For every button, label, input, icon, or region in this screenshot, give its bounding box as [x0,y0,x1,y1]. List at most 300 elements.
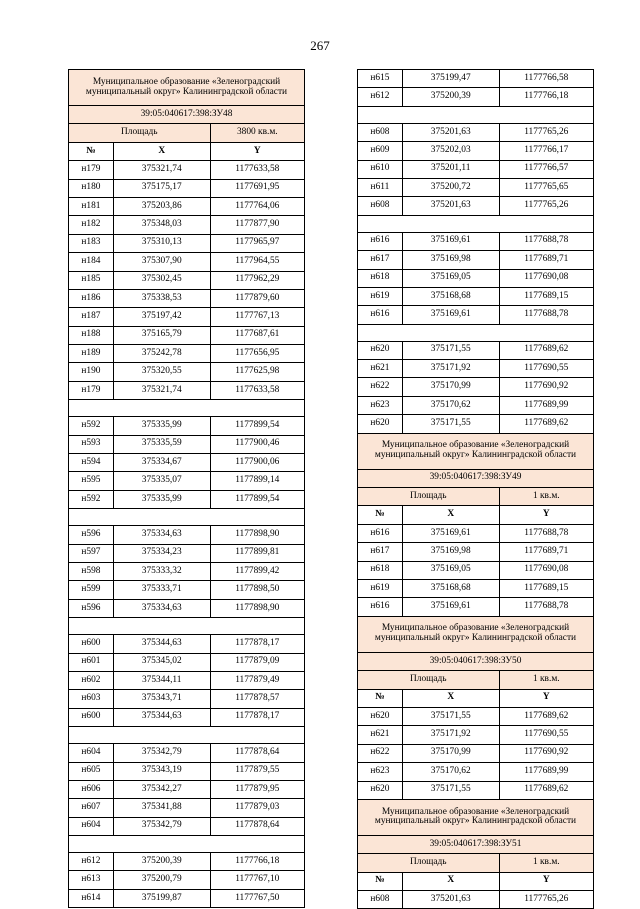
y-coordinate: 1177899,14 [210,472,304,490]
table-row [69,106,305,124]
table-row [358,763,594,781]
point-number: н179 [69,161,114,179]
table-row [358,781,594,799]
point-number: н184 [69,253,114,271]
x-coordinate: 375333,32 [113,562,210,580]
column-header-y: Y [210,142,304,160]
y-coordinate: 1177878,17 [210,708,304,726]
point-number: н596 [69,526,114,544]
x-coordinate: 375343,71 [113,690,210,708]
point-number: н615 [358,70,403,88]
x-coordinate: 375344,63 [113,635,210,653]
point-number: н592 [69,490,114,508]
y-coordinate: 1177767,13 [210,308,304,326]
table-row [69,326,305,344]
table-row [69,363,305,381]
x-coordinate: 375334,63 [113,599,210,617]
table-row [358,598,594,616]
point-number: н623 [358,763,403,781]
x-coordinate: 375200,39 [402,88,499,106]
point-number: н621 [358,360,403,378]
table-row [358,872,594,890]
table-row [358,561,594,579]
x-coordinate: 375170,62 [402,396,499,414]
x-coordinate: 375310,13 [113,234,210,252]
area-label: Площадь [358,488,500,506]
point-number: н606 [69,780,114,798]
point-number: н620 [358,341,403,359]
x-coordinate: 375335,59 [113,435,210,453]
table-row [358,232,594,250]
table-row [358,269,594,287]
column-header-num: № [358,506,403,524]
x-coordinate: 375242,78 [113,345,210,363]
point-number: н601 [69,653,114,671]
table-row [358,88,594,106]
table-row [358,543,594,561]
y-coordinate: 1177690,08 [499,269,593,287]
y-coordinate: 1177688,78 [499,598,593,616]
point-number: н600 [69,635,114,653]
x-coordinate: 375344,63 [113,708,210,726]
y-coordinate: 1177625,98 [210,363,304,381]
table-row [358,707,594,725]
table-row [358,726,594,744]
separator-row [69,618,305,635]
point-number: н595 [69,472,114,490]
y-coordinate: 1177899,54 [210,417,304,435]
y-coordinate: 1177899,42 [210,562,304,580]
table-row [358,506,594,524]
table-row [358,469,594,487]
y-coordinate: 1177689,62 [499,707,593,725]
column-header-x: X [402,506,499,524]
x-coordinate: 375320,55 [113,363,210,381]
x-coordinate: 375334,23 [113,544,210,562]
x-coordinate: 375168,68 [402,579,499,597]
x-coordinate: 375201,63 [402,197,499,215]
x-coordinate: 375171,55 [402,341,499,359]
point-number: н617 [358,543,403,561]
municipality-title: Муниципальное образование «Зеленоградский муниципальный округ» Калининградской области [358,433,594,469]
table-row [358,378,594,396]
separator-cell [69,400,305,417]
x-coordinate: 375169,61 [402,232,499,250]
column-header-x: X [113,142,210,160]
y-coordinate: 1177690,92 [499,378,593,396]
y-coordinate: 1177688,78 [499,232,593,250]
point-number: н616 [358,524,403,542]
point-number: н611 [358,178,403,196]
municipality-title: Муниципальное образование «Зеленоградский муниципальный округ» Калининградской области [358,799,594,835]
point-number: н619 [358,579,403,597]
table-row [358,433,594,469]
page-number: 267 [310,38,330,53]
point-number: н604 [69,744,114,762]
table-row [358,287,594,305]
table-row [69,653,305,671]
area-value: 1 кв.м. [499,854,593,872]
table-row [69,544,305,562]
table-row [69,70,305,106]
y-coordinate: 1177879,49 [210,671,304,689]
y-coordinate: 1177900,46 [210,435,304,453]
table-row [69,780,305,798]
point-number: н597 [69,544,114,562]
x-coordinate: 375169,98 [402,543,499,561]
x-coordinate: 375168,68 [402,287,499,305]
point-number: н612 [358,88,403,106]
point-number: н608 [358,123,403,141]
separator-row [69,836,305,853]
point-number: н608 [358,197,403,215]
point-number: н604 [69,817,114,835]
table-row [358,799,594,835]
point-number: н180 [69,179,114,197]
point-number: н618 [358,561,403,579]
x-coordinate: 375342,27 [113,780,210,798]
y-coordinate: 1177633,58 [210,161,304,179]
point-number: н620 [358,707,403,725]
table-row [69,744,305,762]
x-coordinate: 375169,05 [402,561,499,579]
y-coordinate: 1177878,64 [210,744,304,762]
x-coordinate: 375202,03 [402,142,499,160]
point-number: н610 [358,160,403,178]
column-header-num: № [69,142,114,160]
point-number: н183 [69,234,114,252]
municipality-title: Муниципальное образование «Зеленоградский муниципальный округ» Калининградской области [358,616,594,652]
table-row [69,417,305,435]
y-coordinate: 1177965,97 [210,234,304,252]
separator-cell [69,509,305,526]
y-coordinate: 1177767,10 [210,871,304,889]
table-row [358,142,594,160]
table-row [69,762,305,780]
point-number: н603 [69,690,114,708]
separator-row [69,509,305,526]
point-number: н622 [358,378,403,396]
y-coordinate: 1177767,50 [210,889,304,907]
x-coordinate: 375165,79 [113,326,210,344]
table-row [358,652,594,670]
point-number: н620 [358,415,403,433]
point-number: н616 [358,232,403,250]
table-row [69,308,305,326]
separator-row [69,727,305,744]
x-coordinate: 375169,05 [402,269,499,287]
point-number: н613 [69,871,114,889]
y-coordinate: 1177765,26 [499,891,593,909]
x-coordinate: 375171,55 [402,707,499,725]
municipality-title: Муниципальное образование «Зеленоградский муниципальный округ» Калининградской области [69,70,305,106]
x-coordinate: 375344,11 [113,671,210,689]
table-row [69,345,305,363]
table-row [358,360,594,378]
x-coordinate: 375200,72 [402,178,499,196]
cadastral-number: 39:05:040617:398:ЗУ48 [69,106,305,124]
separator-cell [69,836,305,853]
point-number: н622 [358,744,403,762]
separator-cell [358,324,594,341]
x-coordinate: 375199,47 [402,70,499,88]
x-coordinate: 375345,02 [113,653,210,671]
x-coordinate: 375169,61 [402,598,499,616]
point-number: н616 [358,306,403,324]
y-coordinate: 1177878,64 [210,817,304,835]
separator-row [358,106,594,123]
area-value: 3800 кв.м. [210,124,304,142]
y-coordinate: 1177690,92 [499,744,593,762]
point-number: н618 [358,269,403,287]
x-coordinate: 375169,61 [402,306,499,324]
y-coordinate: 1177879,03 [210,799,304,817]
y-coordinate: 1177766,17 [499,142,593,160]
x-coordinate: 375199,87 [113,889,210,907]
area-label: Площадь [358,854,500,872]
y-coordinate: 1177878,57 [210,690,304,708]
y-coordinate: 1177689,62 [499,781,593,799]
x-coordinate: 375200,79 [113,871,210,889]
point-number: н188 [69,326,114,344]
table-row [69,216,305,234]
x-coordinate: 375201,11 [402,160,499,178]
table-row [358,689,594,707]
point-number: н179 [69,381,114,399]
table-row [358,891,594,909]
point-number: н608 [358,891,403,909]
table-row [358,524,594,542]
y-coordinate: 1177879,60 [210,289,304,307]
y-coordinate: 1177899,81 [210,544,304,562]
x-coordinate: 375321,74 [113,161,210,179]
table-row [69,635,305,653]
table-row [69,817,305,835]
separator-cell [358,106,594,123]
table-row [358,197,594,215]
x-coordinate: 375200,39 [113,853,210,871]
table-row [69,599,305,617]
y-coordinate: 1177689,62 [499,341,593,359]
y-coordinate: 1177899,54 [210,490,304,508]
x-coordinate: 375343,19 [113,762,210,780]
y-coordinate: 1177689,99 [499,396,593,414]
point-number: н592 [69,417,114,435]
point-number: н617 [358,251,403,269]
x-coordinate: 375170,62 [402,763,499,781]
x-coordinate: 375335,99 [113,417,210,435]
x-coordinate: 375307,90 [113,253,210,271]
column-header-num: № [358,872,403,890]
y-coordinate: 1177962,29 [210,271,304,289]
y-coordinate: 1177688,78 [499,306,593,324]
x-coordinate: 375338,53 [113,289,210,307]
x-coordinate: 375335,99 [113,490,210,508]
y-coordinate: 1177688,78 [499,524,593,542]
column-header-x: X [402,689,499,707]
x-coordinate: 375342,79 [113,744,210,762]
table-row [358,341,594,359]
point-number: н623 [358,396,403,414]
x-coordinate: 375171,55 [402,781,499,799]
point-number: н185 [69,271,114,289]
y-coordinate: 1177964,55 [210,253,304,271]
y-coordinate: 1177765,26 [499,123,593,141]
point-number: н609 [358,142,403,160]
y-coordinate: 1177765,26 [499,197,593,215]
x-coordinate: 375335,07 [113,472,210,490]
table-row [358,70,594,88]
x-coordinate: 375348,03 [113,216,210,234]
x-coordinate: 375341,88 [113,799,210,817]
y-coordinate: 1177766,57 [499,160,593,178]
right-coordinates-table [357,69,594,909]
table-row [69,179,305,197]
table-row [358,744,594,762]
y-coordinate: 1177766,18 [499,88,593,106]
point-number: н187 [69,308,114,326]
point-number: н619 [358,287,403,305]
table-row [358,835,594,853]
table-row [69,271,305,289]
y-coordinate: 1177898,90 [210,526,304,544]
y-coordinate: 1177879,95 [210,780,304,798]
table-row [358,854,594,872]
table-row [358,579,594,597]
table-row [69,435,305,453]
column-header-y: Y [499,689,593,707]
table-row [69,381,305,399]
point-number: н600 [69,708,114,726]
y-coordinate: 1177689,15 [499,287,593,305]
y-coordinate: 1177633,58 [210,381,304,399]
x-coordinate: 375203,86 [113,197,210,215]
y-coordinate: 1177766,18 [210,853,304,871]
x-coordinate: 375170,99 [402,744,499,762]
table-row [69,690,305,708]
x-coordinate: 375169,61 [402,524,499,542]
point-number: н598 [69,562,114,580]
table-row [69,871,305,889]
y-coordinate: 1177691,95 [210,179,304,197]
point-number: н599 [69,581,114,599]
column-header-y: Y [499,506,593,524]
table-row [69,799,305,817]
table-row [358,123,594,141]
y-coordinate: 1177690,55 [499,726,593,744]
point-number: н182 [69,216,114,234]
x-coordinate: 375169,98 [402,251,499,269]
cadastral-number: 39:05:040617:398:ЗУ51 [358,835,594,853]
y-coordinate: 1177689,71 [499,251,593,269]
x-coordinate: 375197,42 [113,308,210,326]
point-number: н614 [69,889,114,907]
x-coordinate: 375171,92 [402,726,499,744]
separator-row [358,324,594,341]
y-coordinate: 1177898,50 [210,581,304,599]
y-coordinate: 1177689,62 [499,415,593,433]
table-row [69,253,305,271]
x-coordinate: 375170,99 [402,378,499,396]
point-number: н189 [69,345,114,363]
x-coordinate: 375171,92 [402,360,499,378]
y-coordinate: 1177877,90 [210,216,304,234]
area-label: Площадь [69,124,211,142]
separator-cell [358,215,594,232]
table-row [358,671,594,689]
x-coordinate: 375175,17 [113,179,210,197]
table-row [358,488,594,506]
table-row [69,161,305,179]
y-coordinate: 1177690,08 [499,561,593,579]
table-row [69,289,305,307]
x-coordinate: 375321,74 [113,381,210,399]
table-row [69,124,305,142]
table-row [69,671,305,689]
table-row [69,454,305,472]
table-row [358,306,594,324]
x-coordinate: 375334,67 [113,454,210,472]
point-number: н612 [69,853,114,871]
point-number: н594 [69,454,114,472]
point-number: н181 [69,197,114,215]
area-value: 1 кв.м. [499,488,593,506]
column-header-num: № [358,689,403,707]
table-row [69,562,305,580]
y-coordinate: 1177898,90 [210,599,304,617]
separator-cell [69,618,305,635]
table-row [69,581,305,599]
table-row [69,490,305,508]
y-coordinate: 1177900,06 [210,454,304,472]
table-row [69,142,305,160]
table-row [69,234,305,252]
y-coordinate: 1177689,99 [499,763,593,781]
table-row [69,197,305,215]
column-header-x: X [402,872,499,890]
left-coordinates-table [68,69,305,908]
point-number: н616 [358,598,403,616]
table-row [358,160,594,178]
x-coordinate: 375334,63 [113,526,210,544]
y-coordinate: 1177764,06 [210,197,304,215]
point-number: н596 [69,599,114,617]
table-row [69,853,305,871]
table-row [358,251,594,269]
point-number: н620 [358,781,403,799]
y-coordinate: 1177687,61 [210,326,304,344]
x-coordinate: 375302,45 [113,271,210,289]
separator-row [69,400,305,417]
point-number: н602 [69,671,114,689]
y-coordinate: 1177656,95 [210,345,304,363]
point-number: н593 [69,435,114,453]
table-row [358,415,594,433]
point-number: н186 [69,289,114,307]
x-coordinate: 375342,79 [113,817,210,835]
y-coordinate: 1177766,58 [499,70,593,88]
x-coordinate: 375201,63 [402,891,499,909]
area-value: 1 кв.м. [499,671,593,689]
column-header-y: Y [499,872,593,890]
area-label: Площадь [358,671,500,689]
y-coordinate: 1177690,55 [499,360,593,378]
cadastral-number: 39:05:040617:398:ЗУ50 [358,652,594,670]
x-coordinate: 375333,71 [113,581,210,599]
table-row [358,616,594,652]
x-coordinate: 375171,55 [402,415,499,433]
table-row [69,526,305,544]
